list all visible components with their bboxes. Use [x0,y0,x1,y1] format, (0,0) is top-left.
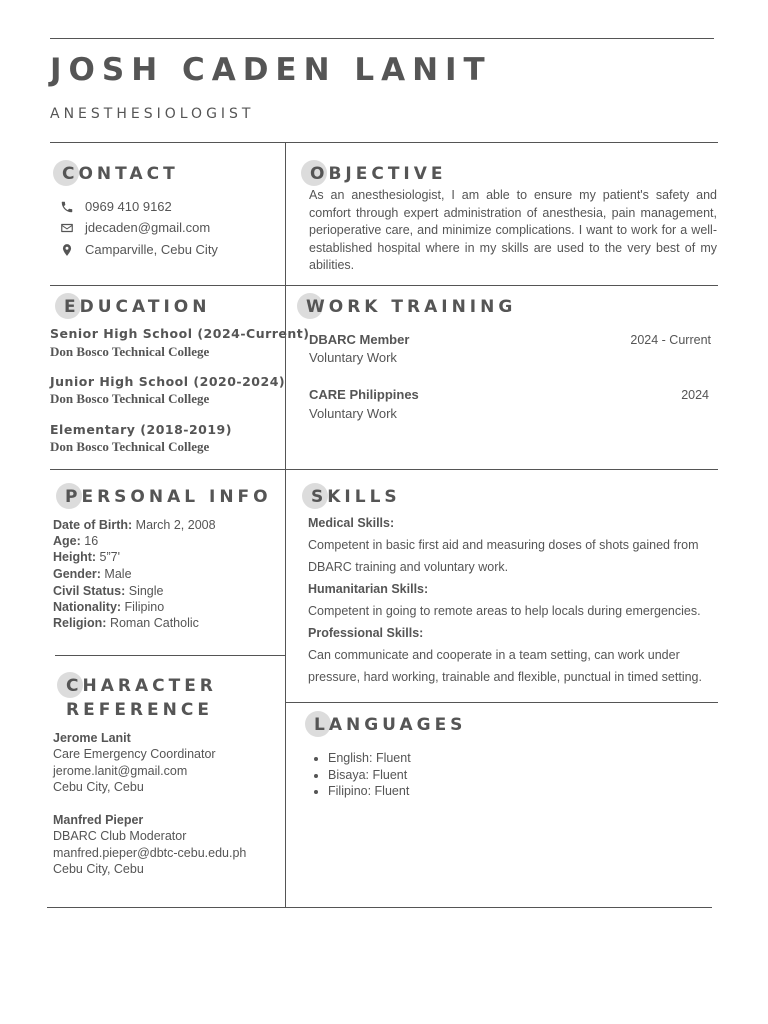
objective-title-rest: BJECTIVE [328,164,447,184]
humanitarian-skills-label: Humanitarian Skills: [308,582,429,596]
personal-title-initial: P [65,487,82,507]
reference-location: Cebu City, Cebu [53,861,144,876]
personal-label: Age: [53,534,81,548]
professional-skills-text-1: Can communicate and cooperate in a team setting, can work under [308,648,680,662]
personal-value: Single [128,584,164,598]
personal-value: Filipino [124,600,165,614]
right-divider-3 [285,702,718,703]
personal-value: 5”7' [99,550,120,564]
personal-row-nationality [53,600,164,614]
contact-title-initial: C [62,164,79,184]
contact-email-row [60,220,210,235]
medical-skills-text-1: Competent in basic first aid and measuring doses of shots gained from [308,538,699,552]
personal-value: March 2, 2008 [135,518,216,532]
personal-label: Nationality: [53,600,122,614]
reference-title-line2: REFERENCE [66,700,213,720]
education-title [64,296,210,318]
work-date: 2024 [681,388,709,402]
personal-value: Male [104,567,132,581]
reference-email[interactable]: manfred.pieper@dbtc-cebu.edu.ph [53,845,247,860]
education-title-rest: DUCATION [79,297,211,317]
job-title: ANESTHESIOLOGIST [50,106,255,122]
language-item: • English: Fluent [328,750,411,767]
reference-email[interactable]: jerome.lanit@gmail.com [53,763,188,778]
contact-address-row [60,242,218,257]
medical-skills-label: Medical Skills: [308,516,395,530]
top-divider [50,38,714,39]
humanitarian-skills-text: Competent in going to remote areas to help locals during emergencies. [308,604,701,618]
left-divider-1 [50,285,285,286]
bottom-divider [47,907,712,908]
personal-label: Gender: [53,567,101,581]
left-divider-3 [55,655,285,656]
professional-skills-label: Professional Skills: [308,626,424,640]
phone-icon [60,200,74,214]
objective-title [310,163,447,185]
personal-value: Roman Catholic [109,616,199,630]
personal-row-gender [53,567,132,581]
location-pin-icon [60,243,74,257]
languages-title-rest: ANGUAGES [328,715,467,735]
contact-email[interactable]: jdecaden@gmail.com [85,220,211,235]
personal-row-civil-status [53,584,163,598]
personal-label: Civil Status: [53,584,126,598]
reference-location: Cebu City, Cebu [53,779,144,794]
work-org: DBARC Member [309,332,410,347]
reference-title-rest: HARACTER [82,676,217,696]
personal-row-age [53,534,98,548]
contact-address: Camparville, Cebu City [85,242,218,257]
education-school: Don Bosco Technical College [50,391,210,406]
personal-title-rest: ERSONAL INFO [81,487,272,507]
reference-title-initial: C [66,676,83,696]
skills-title-initial: S [311,487,328,507]
personal-label: Height: [53,550,97,564]
contact-title-rest: ONTACT [78,164,179,184]
languages-list [310,750,411,800]
contact-phone-row [60,199,172,214]
education-level: Elementary (2018-2019) [50,422,232,437]
work-role: Voluntary Work [309,406,397,421]
right-divider-1 [285,285,718,286]
personal-label: Date of Birth: [53,518,133,532]
skills-title-rest: KILLS [327,487,401,507]
languages-title [314,714,466,736]
work-title-rest: ORK TRAINING [328,297,517,317]
right-divider-2 [285,469,718,470]
work-date: 2024 - Current [630,333,711,347]
objective-title-initial: O [310,164,329,184]
languages-title-initial: L [314,715,329,735]
contact-phone[interactable]: 0969 410 9162 [85,199,172,214]
language-item: • Bisaya: Fluent [328,767,411,784]
education-level: Junior High School (2020-2024) [50,374,286,389]
reference-person-1 [53,730,216,795]
reference-title [66,675,217,697]
work-org: CARE Philippines [309,387,419,402]
reference-position: DBARC Club Moderator [53,829,187,844]
reference-position: Care Emergency Coordinator [53,747,216,762]
work-title-initial: W [306,297,329,317]
personal-row-religion [53,616,199,630]
professional-skills-text-2: pressure, hard working, trainable and flexible, punctual in timed setting. [308,670,702,684]
education-school: Don Bosco Technical College [50,439,210,454]
header-divider [50,142,718,143]
education-level: Senior High School (2024-Current) [50,326,310,341]
mail-icon [60,221,74,235]
personal-label: Religion: [53,616,107,630]
left-divider-2 [50,469,285,470]
personal-value: 16 [84,534,99,548]
language-item: • Filipino: Fluent [328,783,411,800]
education-school: Don Bosco Technical College [50,344,210,359]
reference-name: Jerome Lanit [53,731,131,745]
personal-title [65,486,272,508]
personal-row-height [53,550,120,564]
skills-content [308,512,718,688]
reference-person-2 [53,812,246,877]
contact-title [62,163,179,185]
column-divider [285,142,286,908]
person-name: JOSH CADEN LANIT [50,52,492,88]
reference-name: Manfred Pieper [53,813,144,827]
objective-text: As an anesthesiologist, I am able to ensure my patient's safety and comfort through expert administration of anesthesia, pain management, perioperative care, and minimize complications. I want to work for a well-established hospital where in my skills are used to the very best of my abilities. [309,188,717,273]
personal-row-dob [53,518,216,532]
skills-title [311,486,401,508]
medical-skills-text-2: DBARC training and voluntary work. [308,560,509,574]
work-role: Voluntary Work [309,350,397,365]
education-title-initial: E [64,297,80,317]
work-title [306,296,516,318]
